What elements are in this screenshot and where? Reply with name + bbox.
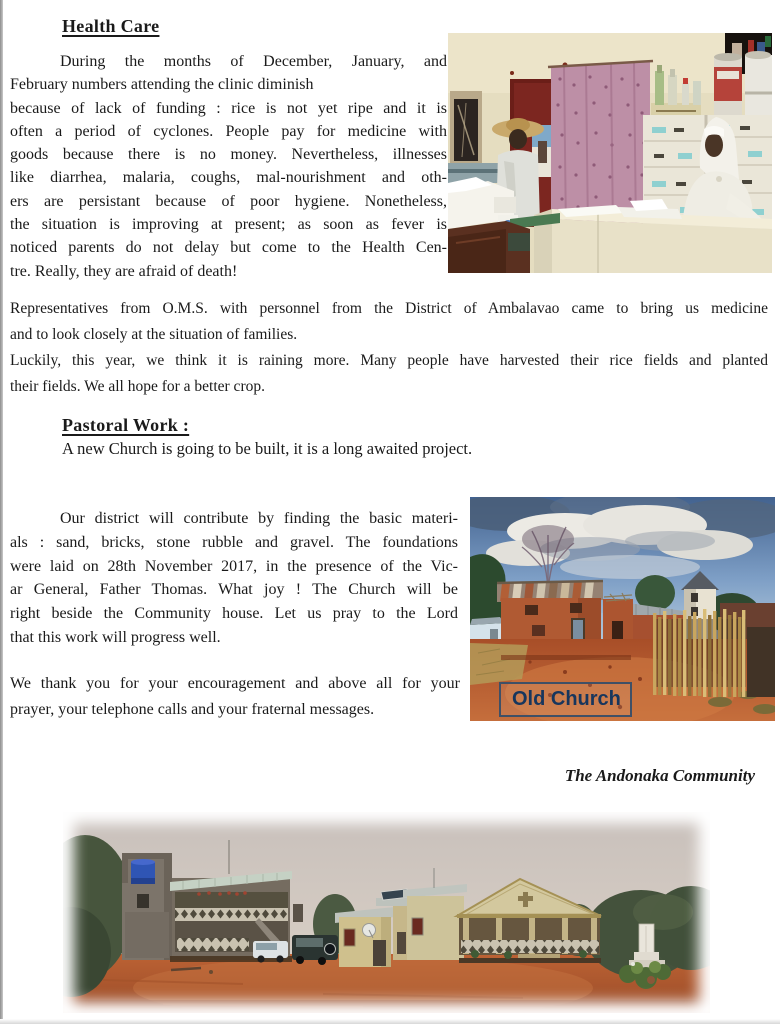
text-line: Luckily, this year, we think it is raining more. Many people have harvested their rice fields and planted bbox=[10, 352, 768, 369]
pastoral-intro-line: A new Church is going to be built, it is a long awaited project. bbox=[62, 439, 473, 458]
text-line: like diarrhea, malaria, coughs, mal-nourishment and oth- bbox=[10, 169, 447, 187]
pastoral-paragraph bbox=[10, 507, 458, 650]
oms-paragraph bbox=[10, 296, 768, 400]
community-photo-image bbox=[63, 812, 710, 1013]
clinic-photo-image bbox=[448, 33, 772, 273]
clinic-photo bbox=[448, 33, 772, 273]
text-line: often a period of cyclones. People pay for medicine with bbox=[10, 122, 447, 140]
signature-line: The Andonaka Community bbox=[564, 766, 755, 785]
text-line: that this work will progress well. bbox=[10, 628, 221, 646]
text-line: ar General, Father Thomas. What joy ! The Church will be bbox=[10, 581, 458, 599]
old-church-photo bbox=[470, 497, 775, 721]
text-line: right beside the Community house. Let us pray to the Lord bbox=[10, 605, 458, 623]
text-line: Representatives from O.M.S. with personnel from the District of Ambalavao came to bring us medicine bbox=[10, 300, 768, 317]
text-line: the situation is improving at present; as soon as fever is bbox=[10, 216, 447, 234]
text-line: and to look closely at the situation of families. bbox=[10, 326, 298, 343]
text-line: were laid on 28th November 2017, in the presence of the Vic- bbox=[10, 557, 458, 575]
text-line: prayer, your telephone calls and your fraternal messages. bbox=[10, 701, 375, 718]
text-line: We thank you for your encouragement and above all for your bbox=[10, 675, 460, 692]
text-line: tre. Really, they are afraid of death! bbox=[10, 262, 238, 280]
text-line: noticed parents do not delay but come to the Health Cen- bbox=[10, 239, 447, 257]
text-line: During the months of December, January, and bbox=[60, 53, 447, 70]
scan-edge-bottom bbox=[0, 1019, 780, 1024]
text-line: ers are persistant because of poor hygiene. Nonetheless, bbox=[10, 192, 447, 210]
text-line: Our district will contribute by finding the basic materi- bbox=[60, 510, 458, 527]
health-care-heading: Health Care bbox=[62, 16, 160, 36]
scan-edge-left bbox=[0, 0, 3, 1024]
community-photo bbox=[63, 812, 710, 1013]
text-line: als : sand, bricks, stone rubble and gravel. The foundations bbox=[10, 533, 458, 551]
thanks-paragraph bbox=[10, 671, 460, 723]
text-line: February numbers attending the clinic diminish bbox=[10, 76, 314, 94]
old-church-caption: Old Church bbox=[499, 682, 632, 717]
text-line: because of lack of funding : rice is not yet ripe and it is bbox=[10, 99, 447, 117]
pastoral-work-heading: Pastoral Work : bbox=[62, 415, 190, 435]
text-line: their fields. We all hope for a better crop. bbox=[10, 378, 265, 395]
text-line: goods because there is no money. Nevertheless, illnesses bbox=[10, 146, 447, 164]
health-care-paragraph bbox=[10, 50, 447, 283]
